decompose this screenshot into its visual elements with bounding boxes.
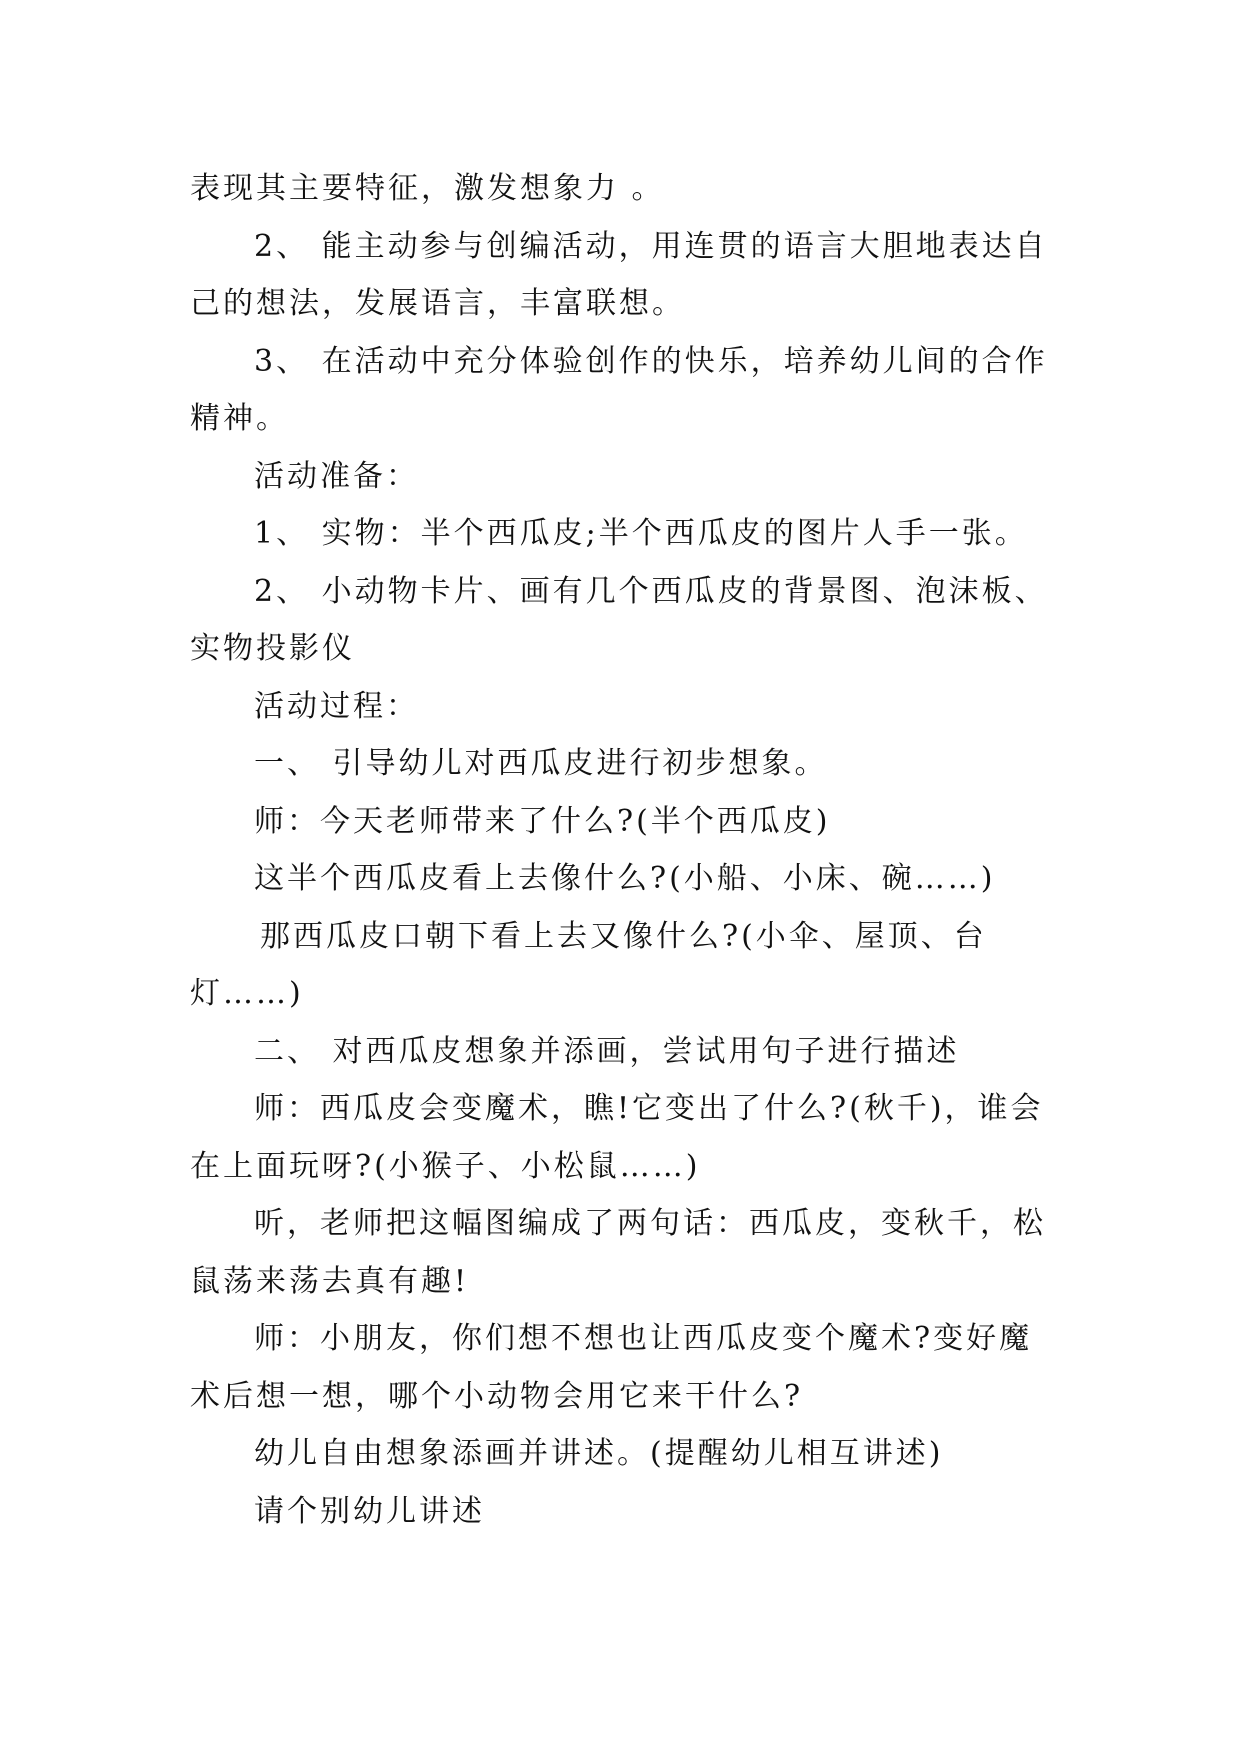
section-heading: 活动过程： (254, 688, 419, 724)
text-line: 这半个西瓜皮看上去像什么?(小船、小床、碗……) (254, 861, 996, 896)
text-line: 2、 小动物卡片、画有几个西瓜皮的背景图、泡沫板、 (254, 573, 1048, 609)
text-line: 灯……) (190, 976, 304, 1011)
text-line: 术后想一想，哪个小动物会用它来干什么? (190, 1378, 804, 1414)
text-line: 二、 对西瓜皮想象并添画，尝试用句子进行描述 (254, 1033, 960, 1069)
document-body (190, 160, 1060, 1540)
text-line: 表现其主要特征，激发想象力 。 (190, 171, 665, 206)
text-line: 2、 能主动参与创编活动，用连贯的语言大胆地表达自 (254, 228, 1048, 264)
text-line: 一、 引导幼儿对西瓜皮进行初步想象。 (254, 746, 828, 781)
text-line: 师：今天老师带来了什么?(半个西瓜皮) (254, 803, 831, 839)
text-line: 在上面玩呀?(小猴子、小松鼠……) (190, 1148, 701, 1184)
text-line: 精神。 (190, 401, 289, 436)
text-line: 幼儿自由想象添画并讲述。(提醒幼儿相互讲述) (254, 1436, 944, 1471)
text-line: 鼠荡来荡去真有趣! (190, 1263, 470, 1299)
text-line: 1、 实物：半个西瓜皮;半个西瓜皮的图片人手一张。 (254, 516, 1028, 551)
text-line: 3、 在活动中充分体验创作的快乐，培养幼儿间的合作 (254, 343, 1048, 379)
text-line: 己的想法，发展语言，丰富联想。 (190, 286, 685, 321)
section-heading: 活动准备： (254, 458, 419, 494)
text-line: 师：小朋友，你们想不想也让西瓜皮变个魔术?变好魔 (254, 1321, 1033, 1356)
text-line: 实物投影仪 (190, 631, 355, 666)
text-line: 请个别幼儿讲述 (254, 1493, 485, 1529)
text-line: 师：西瓜皮会变魔术，瞧!它变出了什么?(秋千)，谁会 (254, 1091, 1044, 1126)
text-line: 那西瓜皮口朝下看上去又像什么?(小伞、屋顶、台 (260, 918, 987, 954)
text-line: 听，老师把这幅图编成了两句话：西瓜皮，变秋千，松 (254, 1206, 1046, 1241)
